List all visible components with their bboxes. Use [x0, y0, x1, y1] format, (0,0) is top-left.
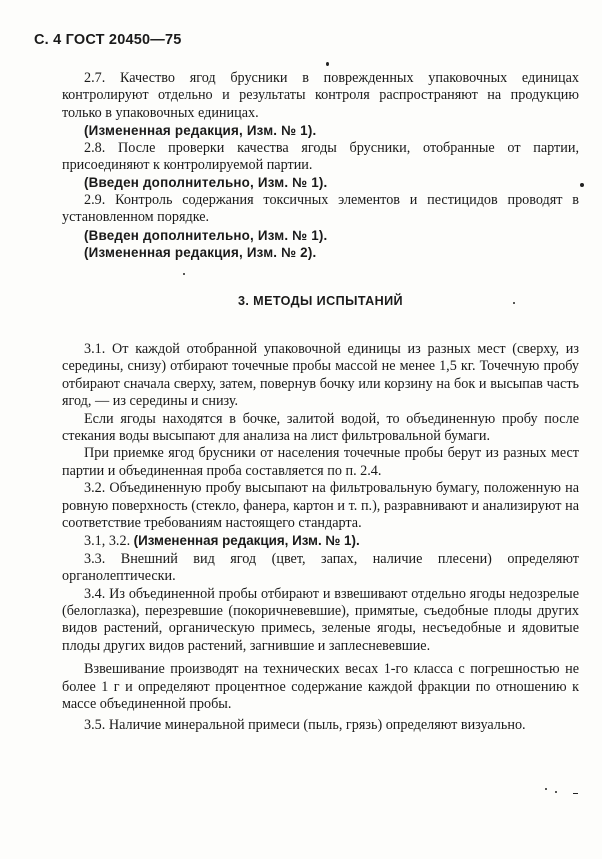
- paragraph-2-8: 2.8. После проверки качества ягоды брусники, отобранные от партии, присоединяют к контролируемой партии.: [62, 139, 579, 174]
- amendment-note: (Введен дополнительно, Изм. № 1).: [84, 227, 328, 243]
- paragraph-3-2: 3.2. Объединенную пробу высыпают на фильтровальную бумагу, положенную на ровную поверхность (стекло, фанера, картон и т. п.), разравнивают и анализируют на соответствие требованиям настоящего стандарта.: [62, 480, 579, 531]
- scan-speck: [513, 302, 515, 304]
- paragraph-3-1: 3.1. От каждой отобранной упаковочной единицы из разных мест (сверху, из середины, снизу) отбирают точечные пробы массой не менее 1,5 кг. Точечную пробу отбирают сначала сверху, затем, повернув бочку или корзину на бок и высыпав часть ягод, — из середины и снизу.: [62, 340, 579, 410]
- paragraph-3-5: 3.5. Наличие минеральной примеси (пыль, грязь) определяют визуально.: [84, 717, 526, 734]
- page-header: С. 4 ГОСТ 20450—75: [34, 32, 182, 48]
- amendment-note: (Измененная редакция, Изм. № 1).: [84, 123, 317, 139]
- paragraph-2-7: 2.7. Качество ягод брусники в поврежденных упаковочных единицах контролируют отдельно и результаты контроля распространяют на продукцию только в упаковочных единицах.: [62, 70, 579, 121]
- amendment-3-1-3-2: [62, 532, 579, 550]
- scan-speck: [580, 183, 584, 187]
- amendment-note: (Измененная редакция, Изм. № 2).: [84, 245, 317, 261]
- scan-speck: [545, 788, 547, 790]
- scan-speck: [555, 791, 557, 793]
- section-heading: 3. МЕТОДЫ ИСПЫТАНИЙ: [237, 294, 404, 309]
- paragraph-3-4: 3.4. Из объединенной пробы отбирают и взвешивают отдельно ягоды недозрелые (белоглазка), перезревшие (покоричневевшие), примятые, съедобные плоды других видов растений, органическую примесь, зеленые ягоды, несъедобные и ядовитые плоды других видов растений, загнившие и заплесневевшие.: [62, 585, 579, 654]
- document-body: [62, 70, 579, 735]
- paragraph-3-1-barrel: Если ягоды находятся в бочке, залитой водой, то объединенную пробу после стекания воды высыпают для анализа на лист фильтровальной бумаги.: [62, 410, 579, 444]
- scan-speck: [183, 273, 185, 275]
- scan-speck: [573, 793, 578, 794]
- paragraph-2-9: 2.9. Контроль содержания токсичных элементов и пестицидов проводят в установленном порядке.: [62, 191, 579, 226]
- paragraph-3-1-population: При приемке ягод брусники от населения точечные пробы берут из разных мест партии и объединенная проба составляется по п. 2.4.: [62, 445, 579, 479]
- scan-speck: [326, 62, 329, 66]
- amendment-note: (Введен дополнительно, Изм. № 1).: [84, 175, 328, 191]
- amendment-note: (Измененная редакция, Изм. № 1).: [133, 533, 360, 549]
- paragraph-3-3: 3.3. Внешний вид ягод (цвет, запах, наличие плесени) определяют органолептически.: [62, 550, 579, 585]
- amendment-ref: 3.1, 3.2.: [84, 533, 131, 550]
- paragraph-3-4-weighing: Взвешивание производят на технических весах 1-го класса с погрешностью не более 1 г и определяют процентное содержание каждой фракции по отношению к массе объединенной пробы.: [62, 661, 579, 712]
